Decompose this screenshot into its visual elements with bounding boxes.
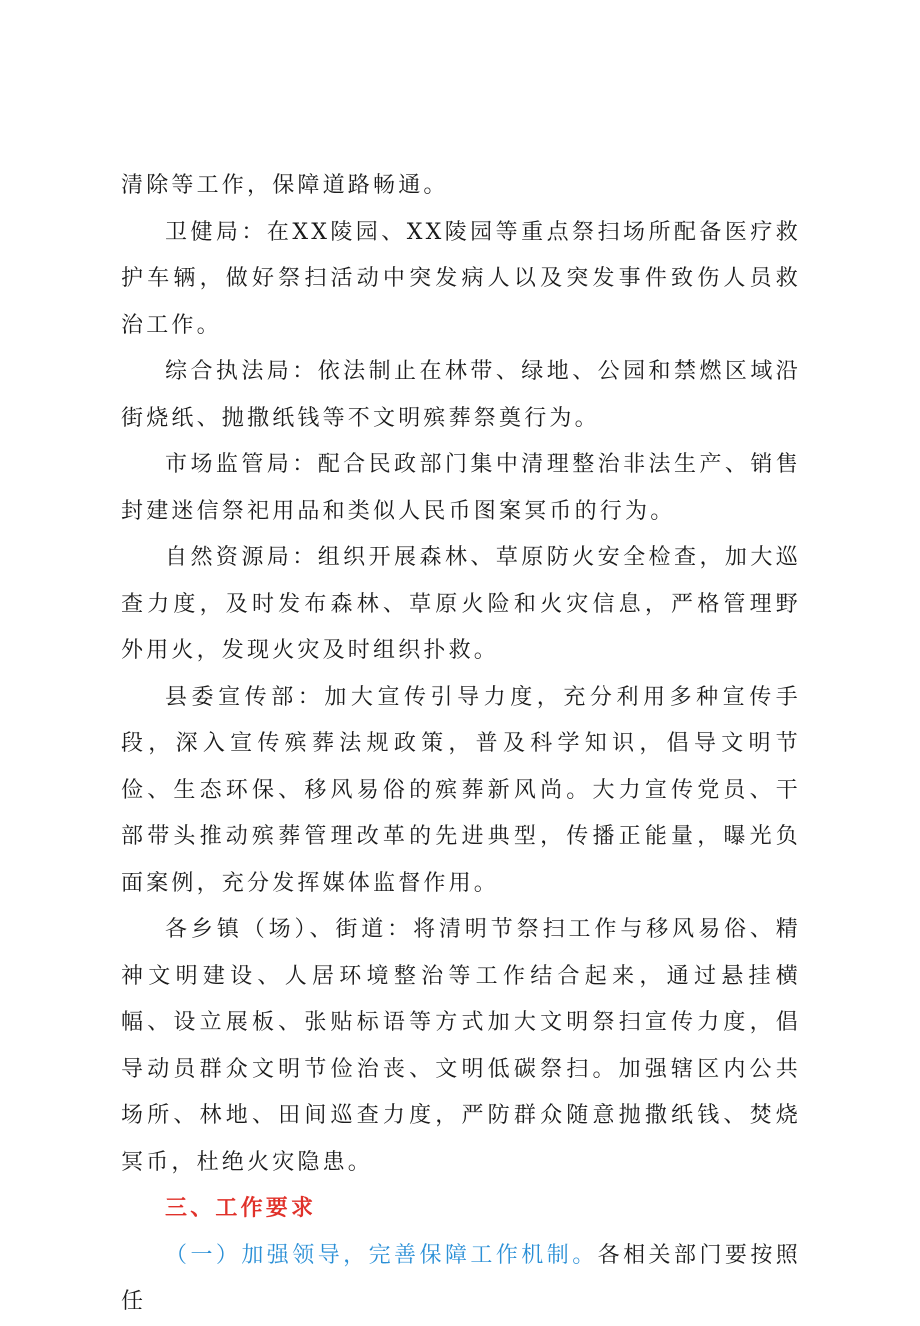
paragraph-strengthen-leadership — [121, 1233, 801, 1326]
paragraph-natural-resources-bureau: 自然资源局：组织开展森林、草原防火安全检查，加大巡查力度，及时发布森林、草原火险和火灾信息，严格管理野外用火，发现火灾及时组织扑救。 — [121, 545, 801, 663]
paragraph-publicity-department: 县委宣传部：加大宣传引导力度，充分利用多种宣传手段，深入宣传殡葬法规政策，普及科学知识，倡导文明节俭、生态环保、移风易俗的殡葬新风尚。大力宣传党员、干部带头推动殡葬管理改革的先进典型，传播正能量，曝光负面案例，充分发挥媒体监督作用。 — [121, 684, 801, 896]
section-heading-work-requirements: 三、工作要求 — [165, 1196, 317, 1221]
paragraph-strengthen-leadership-text: 各相关部门要按照任 — [121, 1242, 801, 1314]
document-body — [121, 163, 801, 1326]
paragraph-health-bureau: 卫健局：在XX陵园、XX陵园等重点祭扫场所配备医疗救护车辆，做好祭扫活动中突发病人以及突发事件致伤人员救治工作。 — [121, 219, 801, 338]
paragraph-towns-and-streets: 各乡镇（场）、街道：将清明节祭扫工作与移风易俗、精神文明建设、人居环境整治等工作结合起来，通过悬挂横幅、设立展板、张贴标语等方式加大文明祭扫宣传力度，倡导动员群众文明节俭治丧、文明低碳祭扫。加强辖区内公共场所、林地、田间巡查力度，严防群众随意抛撒纸钱、焚烧冥币，杜绝火灾隐患。 — [121, 917, 801, 1175]
paragraph-market-supervision-bureau: 市场监管局：配合民政部门集中清理整治非法生产、销售封建迷信祭祀用品和类似人民币图案冥币的行为。 — [121, 452, 801, 524]
subheading-strengthen-leadership: （一）加强领导，完善保障工作机制。 — [165, 1242, 598, 1268]
paragraph-law-enforcement-bureau: 综合执法局：依法制止在林带、绿地、公园和禁燃区域沿街烧纸、抛撒纸钱等不文明殡葬祭奠行为。 — [121, 359, 801, 431]
paragraph-road-clearing: 清除等工作，保障道路畅通。 — [121, 173, 449, 198]
